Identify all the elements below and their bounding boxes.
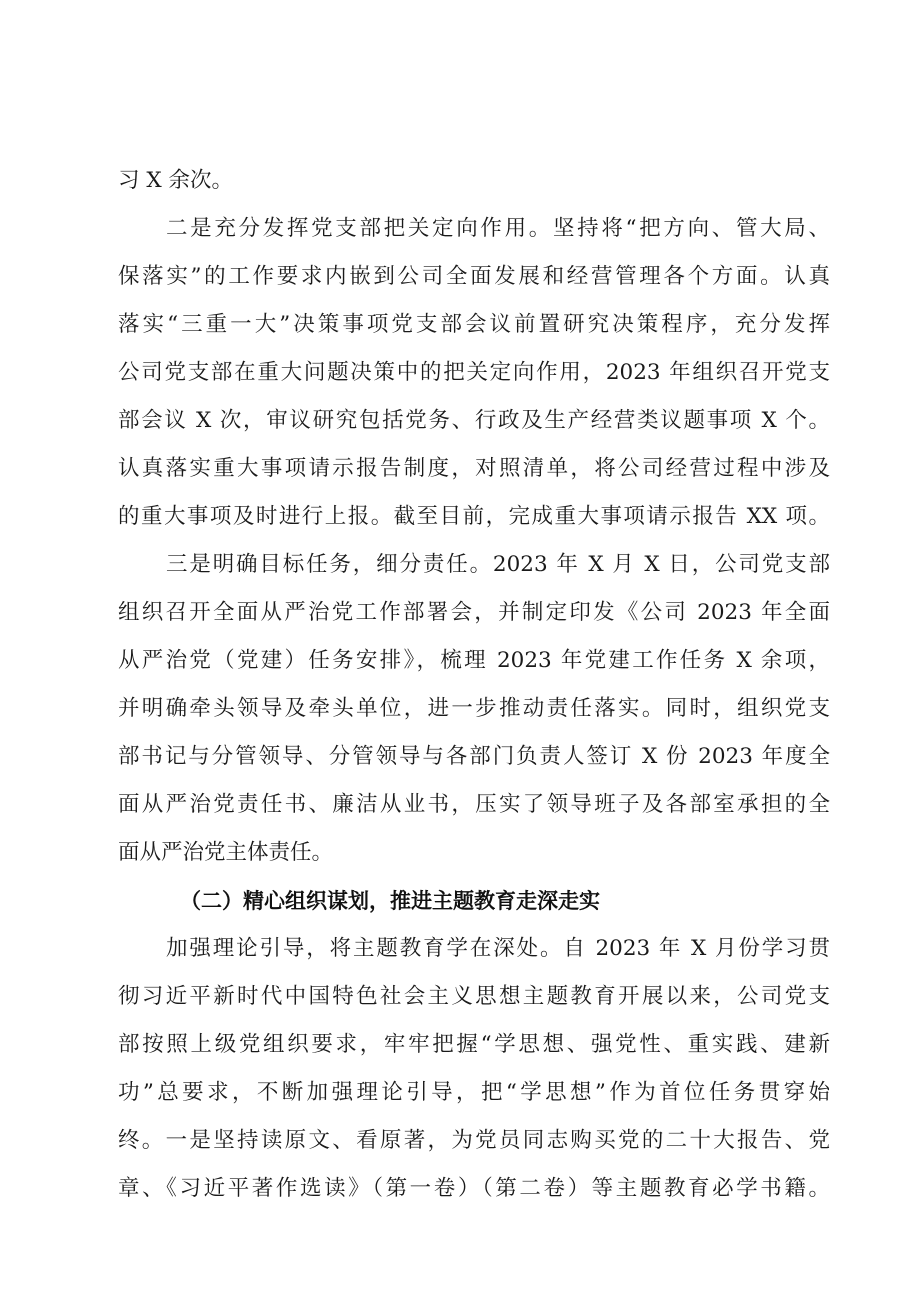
paragraph-line: 公司党支部在重大问题决策中的把关定向作用，2023 年组织召开党支 xyxy=(118,360,830,385)
paragraph-line: 的重大事项及时进行上报。截至目前，完成重大事项请示报告 XX 项。 xyxy=(118,504,830,529)
paragraph-line: 从严治党（党建）任务安排》，梳理 2023 年党建工作任务 X 余项， xyxy=(118,648,830,673)
paragraph-line: 保落实”的工作要求内嵌到公司全面发展和经营管理各个方面。认真 xyxy=(118,264,830,289)
paragraph-line: 认真落实重大事项请示报告制度，对照清单，将公司经营过程中涉及 xyxy=(118,456,830,481)
paragraph-line: 部按照上级党组织要求，牢牢把握“学思想、强党性、重实践、建新 xyxy=(118,1032,830,1057)
paragraph-line: 功”总要求，不断加强理论引导，把“学思想”作为首位任务贯穿始 xyxy=(118,1080,830,1105)
paragraph-line: 部会议 X 次，审议研究包括党务、行政及生产经营类议题事项 X 个。 xyxy=(118,408,830,433)
paragraph-line: 落实“三重一大”决策事项党支部会议前置研究决策程序，充分发挥 xyxy=(118,312,830,337)
paragraph-line: 章、《习近平著作选读》（第一卷）（第二卷）等主题教育必学书籍。 xyxy=(118,1176,830,1201)
paragraph-line: 彻习近平新时代中国特色社会主义思想主题教育开展以来，公司党支 xyxy=(118,984,830,1009)
paragraph-line: 部书记与分管领导、分管领导与各部门负责人签订 X 份 2023 年度全 xyxy=(118,744,830,769)
paragraph-line: 二是充分发挥党支部把关定向作用。坚持将“把方向、管大局、 xyxy=(166,216,830,241)
paragraph-line: 并明确牵头领导及牵头单位，进一步推动责任落实。同时，组织党支 xyxy=(118,696,830,721)
section-heading: （二）精心组织谋划，推进主题教育走深走实 xyxy=(180,889,600,913)
paragraph-line: 面从严治党责任书、廉洁从业书，压实了领导班子及各部室承担的全 xyxy=(118,792,830,817)
paragraph-line: 终。一是坚持读原文、看原著，为党员同志购买党的二十大报告、党 xyxy=(118,1128,830,1153)
paragraph-line: 习 X 余次。 xyxy=(118,168,233,193)
paragraph-line: 三是明确目标任务，细分责任。2023 年 X 月 X 日，公司党支部 xyxy=(166,552,830,577)
paragraph-line: 面从严治党主体责任。 xyxy=(118,840,334,865)
paragraph-line: 加强理论引导，将主题教育学在深处。自 2023 年 X 月份学习贯 xyxy=(166,936,830,961)
paragraph-line: 组织召开全面从严治党工作部署会，并制定印发《公司 2023 年全面 xyxy=(118,600,830,625)
